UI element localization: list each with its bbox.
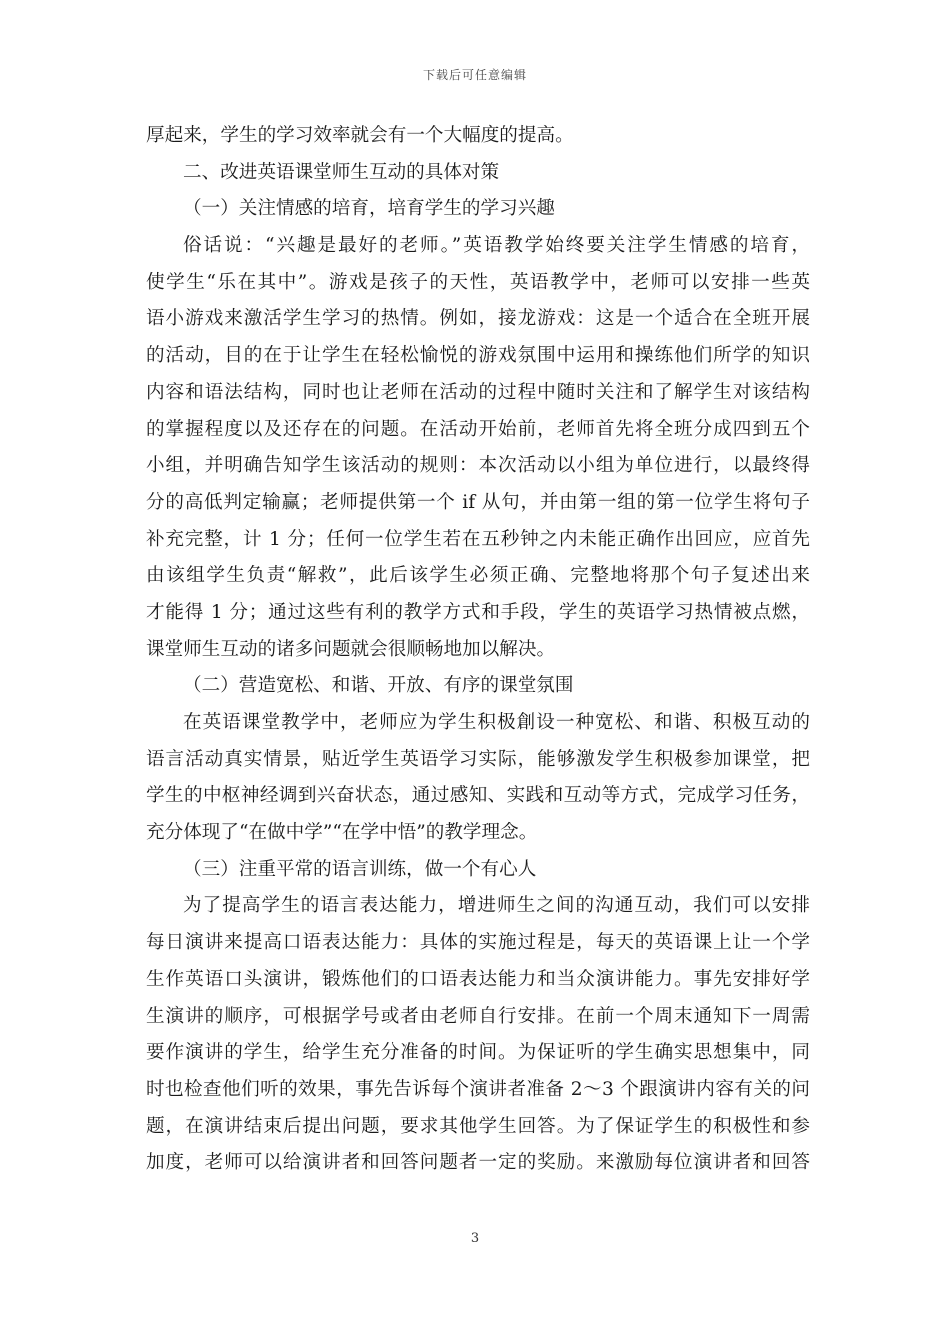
paragraph-line: 在英语课堂教学中，老师应为学生积极創设一种宽松、和谐、积极互动的 <box>183 712 810 733</box>
paragraph-line: 生作英语口头演讲，锻炼他们的口语表达能力和当众演讲能力。事先安排好学 <box>146 968 810 990</box>
paragraph-line: 厚起来，学生的学习效率就会有一个大幅度的提高。 <box>146 125 574 146</box>
paragraph-line: 俗话说：“兴趣是最好的老师。”英语教学始终要关注学生情感的培育， <box>183 235 810 257</box>
document-body <box>146 118 810 1182</box>
subsection-heading: （一）关注情感的培育，培育学生的学习兴趣 <box>183 198 555 220</box>
paragraph-line: 内容和语法结构，同时也让老师在活动的过程中随时关注和了解学生对该结构 <box>146 381 810 403</box>
paragraph-line: 分的高低判定输赢；老师提供第一个 if 从句，并由第一组的第一位学生将句子 <box>146 491 810 513</box>
paragraph-line: 题，在演讲结束后提出问题，要求其他学生回答。为了保证学生的积极性和参 <box>146 1115 810 1137</box>
subsection-heading: （三）注重平常的语言训练，做一个有心人 <box>183 858 537 880</box>
paragraph-line: 课堂师生互动的诸多问题就会很顺畅地加以解决。 <box>146 638 556 660</box>
paragraph-line: 学生的中枢神经调到兴奋状态，通过感知、实践和互动等方式，完成学习任务， <box>146 785 810 807</box>
paragraph-line: 才能得 1 分；通过这些有利的教学方式和手段，学生的英语学习热情被点燃， <box>146 601 810 623</box>
page-header-note: 下载后可任意编辑 <box>422 68 527 82</box>
paragraph-line: 为了提高学生的语言表达能力，增进师生之间的沟通互动，我们可以安排 <box>183 895 810 917</box>
paragraph-line: 语小游戏来激活学生学习的热情。例如，接龙游戏：这是一个适合在全班开展 <box>146 308 810 330</box>
paragraph-line: 小组，并明确告知学生该活动的规则：本次活动以小组为单位进行，以最终得 <box>146 455 810 477</box>
paragraph-line: 时也检查他们听的效果，事先告诉每个演讲者准备 2～3 个跟演讲内容有关的问 <box>146 1078 810 1100</box>
subsection-heading: （二）营造宽松、和谐、开放、有序的课堂氛围 <box>183 675 574 697</box>
paragraph-line: 补充完整，计 1 分；任何一位学生若在五秒钟之内未能正确作出回应，应首先 <box>146 528 810 550</box>
paragraph-line: 的活动，目的在于让学生在轻松愉悦的游戏氛围中运用和操练他们所学的知识 <box>146 345 810 367</box>
paragraph-line: 每日演讲来提高口语表达能力：具体的实施过程是，每天的英语课上让一个学 <box>146 932 810 954</box>
section-heading: 二、改进英语课堂师生互动的具体对策 <box>183 161 500 183</box>
paragraph-line: 生演讲的顺序，可根据学号或者由老师自行安排。在前一个周末通知下一周需 <box>146 1005 810 1027</box>
paragraph-line: 由该组学生负责“解救”，此后该学生必须正确、完整地将那个句子复述出来 <box>146 565 810 587</box>
paragraph-line: 语言活动真实情景，贴近学生英语学习实际，能够激发学生积极参加课堂，把 <box>146 748 810 770</box>
page-number: 3 <box>470 1231 480 1246</box>
paragraph-line: 要作演讲的学生，给学生充分准备的时间。为保证听的学生确实思想集中，同 <box>146 1042 810 1064</box>
paragraph-line: 使学生“乐在其中”。游戏是孩子的天性，英语教学中，老师可以安排一些英 <box>146 271 810 293</box>
paragraph-line: 的掌握程度以及还存在的问题。在活动开始前，老师首先将全班分成四到五个 <box>146 418 810 440</box>
paragraph-line: 充分体现了“在做中学”“在学中悟”的教学理念。 <box>146 822 538 844</box>
paragraph-line: 加度，老师可以给演讲者和回答问题者一定的奖励。来激励每位演讲者和回答 <box>146 1152 810 1174</box>
